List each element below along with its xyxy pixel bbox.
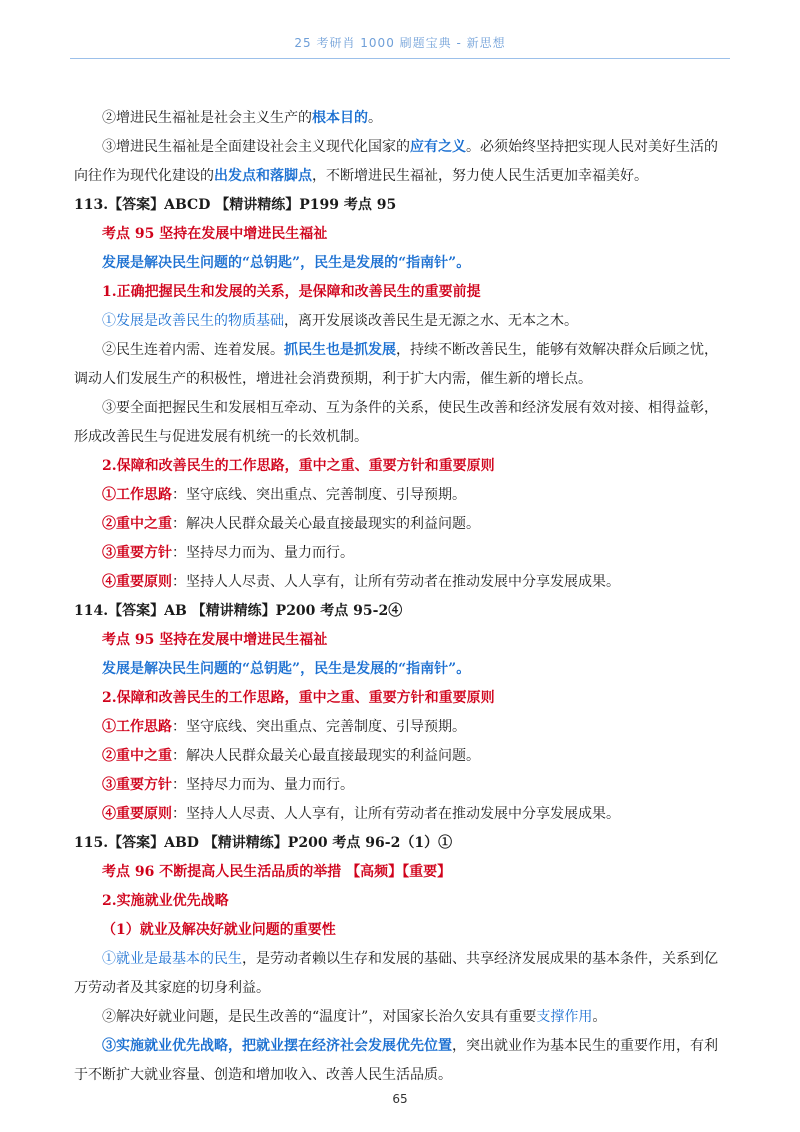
list-item [102, 713, 732, 742]
paragraph-continuation: 于不断扩大就业容量、创造和增加收入、改善人民生活品质。 [74, 1067, 452, 1083]
item-value: ：解决人民群众最关心最直接最现实的利益问题。 [172, 516, 480, 532]
item-value: ：坚持尽力而为、量力而行。 [172, 545, 354, 561]
text: ，持续不断改善民生，能够有效解决群众后顾之忧， [396, 342, 718, 358]
page-body [74, 104, 732, 1090]
paragraph: ③要全面把握民生和发展相互牵动、互为条件的关系，使民生改善和经济发展有效对接、相得益彰， [102, 400, 718, 416]
section-heading: 2.保障和改善民生的工作思路，重中之重、重要方针和重要原则 [102, 458, 495, 474]
highlight-text: ①就业是最基本的民生 [102, 951, 242, 967]
section-heading: 2.实施就业优先战略 [102, 893, 229, 909]
knowledge-point-title: 考点 95 坚持在发展中增进民生福祉 [102, 226, 328, 242]
knowledge-point-title: 考点 95 坚持在发展中增进民生福祉 [102, 632, 328, 648]
paragraph-continuation: 调动人们发展生产的积极性，增进社会消费预期，利于扩大内需，催生新的增长点。 [74, 371, 592, 387]
paragraph [102, 336, 732, 365]
highlight-text: 出发点和落脚点 [214, 168, 312, 184]
paragraph [102, 133, 732, 162]
section-heading: 2.保障和改善民生的工作思路，重中之重、重要方针和重要原则 [102, 690, 495, 706]
text: ，不断增进民生福祉，努力使人民生活更加幸福美好。 [312, 168, 648, 184]
key-sentence: 发展是解决民生问题的“总钥匙”，民生是发展的“指南针”。 [102, 255, 471, 271]
text: 向往作为现代化建设的 [74, 168, 214, 184]
text: ②增进民生福祉是社会主义生产的 [102, 110, 312, 126]
highlight-text: ①发展是改善民生的物质基础 [102, 313, 284, 329]
paragraph [102, 1032, 732, 1061]
text: ②解决好就业问题，是民生改善的“温度计”，对国家长治久安具有重要 [102, 1009, 537, 1025]
item-value: ：坚守底线、突出重点、完善制度、引导预期。 [172, 487, 466, 503]
item-key: ②重中之重 [102, 748, 172, 764]
item-key: ①工作思路 [102, 719, 172, 735]
subsection-heading: （1）就业及解决好就业问题的重要性 [102, 922, 336, 938]
item-value: ：坚守底线、突出重点、完善制度、引导预期。 [172, 719, 466, 735]
item-key: ③重要方针 [102, 545, 172, 561]
item-key: ①工作思路 [102, 487, 172, 503]
answer-heading-115: 115.【答案】ABD 【精讲精练】P200 考点 96-2（1）① [74, 835, 453, 851]
paragraph [102, 104, 732, 133]
list-item [102, 481, 732, 510]
item-key: ④重要原则 [102, 574, 172, 590]
text: ，是劳动者赖以生存和发展的基础、共享经济发展成果的基本条件，关系到亿 [242, 951, 718, 967]
text: ②民生连着内需、连着发展。 [102, 342, 284, 358]
running-header: 25 考研肖 1000 刷题宝典 - 新思想 [294, 36, 506, 50]
section-heading: 1.正确把握民生和发展的关系，是保障和改善民生的重要前提 [102, 284, 481, 300]
highlight-text: ③实施就业优先战略，把就业摆在经济社会发展优先位置 [102, 1038, 452, 1054]
list-item [102, 568, 732, 597]
answer-heading-114: 114.【答案】AB 【精讲精练】P200 考点 95-2④ [74, 603, 403, 619]
highlight-text: 支撑作用 [536, 1009, 593, 1025]
item-value: ：坚持人人尽责、人人享有，让所有劳动者在推动发展中分享发展成果。 [172, 806, 620, 822]
paragraph-continuation: 万劳动者及其家庭的切身利益。 [74, 980, 270, 996]
paragraph-continuation: 形成改善民生与促进发展有机统一的长效机制。 [74, 429, 368, 445]
item-value: ：坚持尽力而为、量力而行。 [172, 777, 354, 793]
item-key: ②重中之重 [102, 516, 172, 532]
header-divider [70, 58, 730, 59]
text: 。必须始终坚持把实现人民对美好生活的 [466, 139, 718, 155]
list-item [102, 539, 732, 568]
list-item [102, 510, 732, 539]
text: 。 [592, 1009, 607, 1025]
highlight-text: 应有之义 [410, 139, 466, 155]
paragraph [102, 307, 732, 336]
highlight-text: 根本目的 [312, 110, 368, 126]
list-item [102, 771, 732, 800]
text: ，突出就业作为基本民生的重要作用，有利 [452, 1038, 718, 1054]
answer-heading-113: 113.【答案】ABCD 【精讲精练】P199 考点 95 [74, 197, 397, 213]
list-item [102, 742, 732, 771]
text: ③增进民生福祉是全面建设社会主义现代化国家的 [102, 139, 410, 155]
knowledge-point-title: 考点 96 不断提高人民生活品质的举措 【高频】【重要】 [102, 864, 452, 880]
text: ，离开发展谈改善民生是无源之水、无本之木。 [284, 313, 578, 329]
highlight-text: 抓民生也是抓发展 [284, 342, 396, 358]
page-number: 65 [392, 1092, 408, 1106]
paragraph [102, 1003, 732, 1032]
paragraph-continuation [74, 162, 732, 191]
key-sentence: 发展是解决民生问题的“总钥匙”，民生是发展的“指南针”。 [102, 661, 471, 677]
item-key: ③重要方针 [102, 777, 172, 793]
paragraph [102, 945, 732, 974]
list-item [102, 800, 732, 829]
item-value: ：解决人民群众最关心最直接最现实的利益问题。 [172, 748, 480, 764]
item-value: ：坚持人人尽责、人人享有，让所有劳动者在推动发展中分享发展成果。 [172, 574, 620, 590]
item-key: ④重要原则 [102, 806, 172, 822]
text: 。 [368, 110, 382, 126]
